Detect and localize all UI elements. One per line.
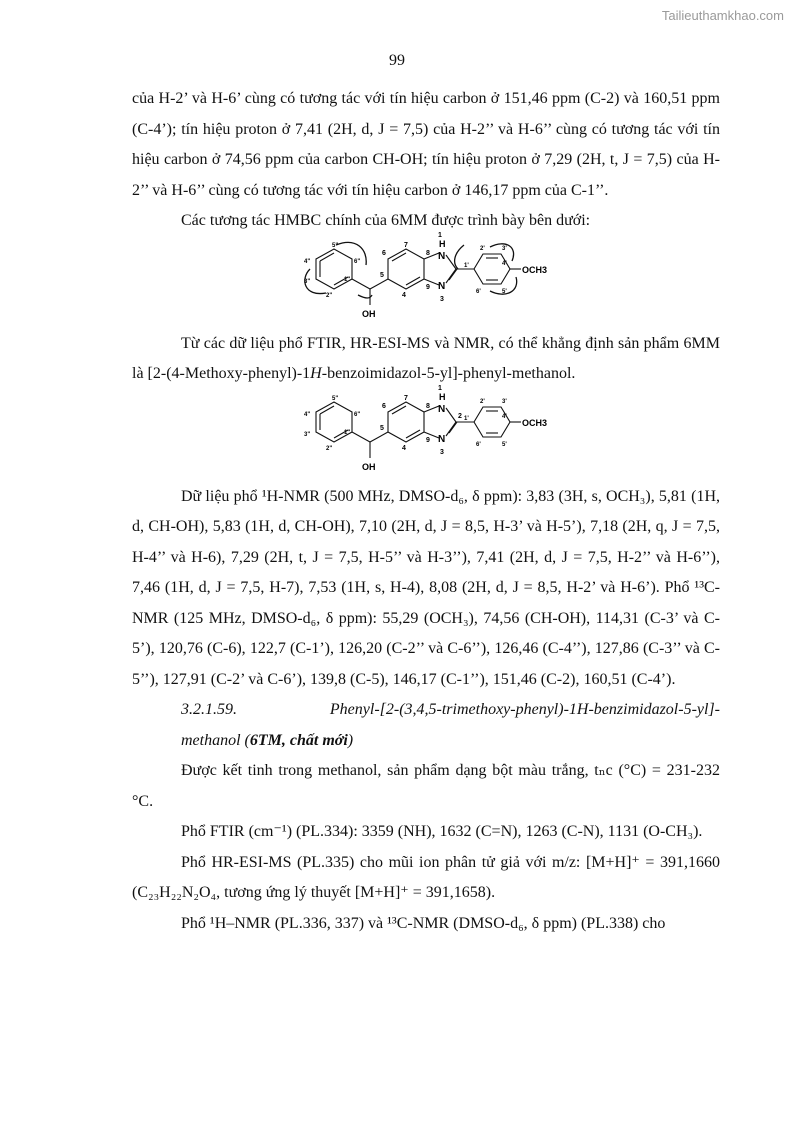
label2-2p: 2' <box>480 398 485 405</box>
label2-n3-num: 3 <box>440 448 444 456</box>
label2-4pp: 4" <box>304 411 311 418</box>
label2-c4: 4 <box>402 444 406 452</box>
label2-n1: N <box>438 403 446 415</box>
section-heading-line2: methanol (6TM, chất mới) <box>181 731 354 749</box>
label2-n1-num: 1 <box>438 384 442 392</box>
page-content <box>132 84 720 939</box>
paragraph-nmr-data: Dữ liệu phổ ¹H-NMR (500 MHz, DMSO-d₆, δ ppm): 3,83 (3H, s, OCH₃), 5,81 (1H, d, CH-OH), 5,83 (1H, d, CH-OH), 7,10 (2H, d, J = 8,5, H-3’ và H-5’), 7,18 (2H, q, J = 7,5, H-4’’ và H-6), 7,29 (2H, t, J = 7,5, H-5’’ và H-3’’), 7,41 (2H, d, J = 7,5, H-2’’ và H-6’’), 7,46 (1H, d, J = 7,5, H-7), 7,53 (1H, s, H-4), 8,08 (2H, d, J = 8,5, H-2’ và H-6’). Phổ ¹³C-NMR (125 MHz, DMSO-d₆, δ ppm): 55,29 (OCH₃), 74,56 (CH-OH), 114,31 (C-3’ và C-5’), 120,76 (C-6), 122,7 (C-1’), 126,20 (C-2’’ và C-6’’), 126,46 (C-4’’), 127,86 (C-3’’ và C-5’’), 127,91 (C-2’ và C-6’), 139,8 (C-5), 146,17 (C-1’’), 151,46 (C-2), 160,51 (C-4’). <box>132 487 720 688</box>
label2-1pp: 1" <box>344 429 351 436</box>
label-6pp: 6" <box>354 258 361 265</box>
label-3p: 3' <box>502 245 507 252</box>
label-oh: OH <box>362 308 376 319</box>
label2-c6: 6 <box>382 402 386 410</box>
label-h: H <box>439 238 446 249</box>
label-5pp: 5" <box>332 242 339 249</box>
label-6p: 6' <box>476 288 481 295</box>
label2-4p: 4' <box>502 413 507 420</box>
label2-3pp: 3" <box>304 431 311 438</box>
label-5p: 5' <box>502 288 507 295</box>
paragraph-nmr-intro: Phổ ¹H–NMR (PL.336, 337) và ¹³C-NMR (DMSO-d₆, δ ppm) (PL.338) cho <box>181 914 666 932</box>
label-4p: 4' <box>502 260 507 267</box>
page-number: 99 <box>389 52 405 69</box>
label-och3: OCH3 <box>522 264 548 275</box>
label-1pp: 1" <box>344 276 351 283</box>
label-c6: 6 <box>382 249 386 257</box>
label-n3: N <box>438 280 446 292</box>
label2-oh: OH <box>362 461 376 472</box>
label-c8: 8 <box>426 249 430 257</box>
label-n3-num: 3 <box>440 295 444 303</box>
label-2p: 2' <box>480 245 485 252</box>
label2-6p: 6' <box>476 441 481 448</box>
label2-h: H <box>439 391 446 402</box>
paragraph-hr-esi-ms: Phổ HR-ESI-MS (PL.335) cho mũi ion phân tử giả với m/z: [M+H]⁺ = 391,1660 (C₂₃H₂₂N₂O₄, tương ứng lý thuyết [M+H]⁺ = 391,1658). <box>132 853 720 901</box>
paragraph-conclusion: Từ các dữ liệu phổ FTIR, HR-ESI-MS và NMR, có thể khẳng định sản phẩm 6MM là [2-(4-Methoxy-phenyl)-1H-benzoimidazol-5-yl]-phenyl-methanol. <box>132 334 720 382</box>
label-3pp: 3" <box>304 278 311 285</box>
final-structure-figure <box>296 384 556 482</box>
label2-5pp: 5" <box>332 395 339 402</box>
label2-c8: 8 <box>426 402 430 410</box>
label-n1-num: 1 <box>438 231 442 239</box>
label-4pp: 4" <box>304 258 311 265</box>
label2-c7: 7 <box>404 394 408 402</box>
paragraph-ftir: Phổ FTIR (cm⁻¹) (PL.334): 3359 (NH), 1632 (C=N), 1263 (C-N), 1131 (O-CH₃). <box>181 823 703 840</box>
watermark: Tailieuthamkhao.com <box>661 8 784 23</box>
label-n1: N <box>438 250 446 262</box>
label2-c2: 2 <box>458 412 462 420</box>
final-structure-diagram <box>296 384 556 482</box>
label2-n3: N <box>438 433 446 445</box>
label-1p: 1' <box>464 262 469 269</box>
paragraph-hmbc-intro: Các tương tác HMBC chính của 6MM được trình bày bên dưới: <box>181 212 591 229</box>
label-c5: 5 <box>380 271 384 279</box>
label2-5p: 5' <box>502 441 507 448</box>
label-c9: 9 <box>426 283 430 291</box>
label-c7: 7 <box>404 241 408 249</box>
label2-c9: 9 <box>426 436 430 444</box>
section-heading-line1: 3.2.1.59. Phenyl-[2-(3,4,5-trimethoxy-phenyl)-1H-benzimidazol-5-yl]- <box>181 701 720 718</box>
paragraph-crystallization: Được kết tinh trong methanol, sản phẩm dạng bột màu trắng, tₙc (°C) = 231-232 °C. <box>132 762 720 810</box>
hmbc-structure-diagram <box>296 231 556 329</box>
label-c4: 4 <box>402 291 406 299</box>
label2-1p: 1' <box>464 415 469 422</box>
label2-och3: OCH3 <box>522 417 548 428</box>
label2-c5: 5 <box>380 424 384 432</box>
label2-2pp: 2" <box>326 445 333 452</box>
label2-3p: 3' <box>502 398 507 405</box>
label2-6pp: 6" <box>354 411 361 418</box>
label-2pp: 2" <box>326 292 333 299</box>
paragraph-hmbc-details: của H-2’ và H-6’ cùng có tương tác với tín hiệu carbon ở 151,46 ppm (C-2) và 160,51 ppm (C-4’); tín hiệu proton ở 7,41 (2H, d, J = 7,5) của H-2’’ và H-6’’ cùng có tương tác với tín hiệu carbon ở 74,56 ppm của carbon CH-OH; tín hiệu proton ở 7,29 (2H, t, J = 7,5) của H-2’’ và H-6’’ cùng có tương tác với tín hiệu carbon ở 146,17 ppm của C-1’’. <box>132 90 720 199</box>
hmbc-structure-figure <box>296 231 556 329</box>
